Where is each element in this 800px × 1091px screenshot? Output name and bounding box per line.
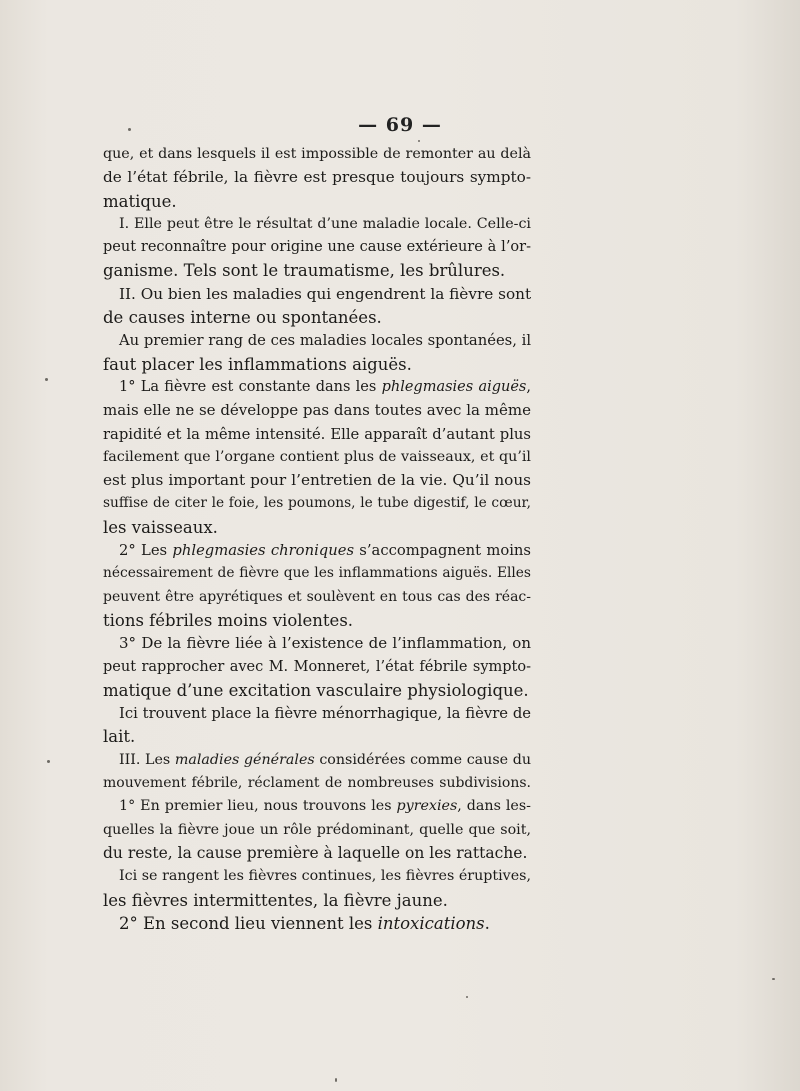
text-segment: III. Les (119, 751, 175, 768)
text-line: facilement que l’organe contient plus de vaisseaux, et qu’il (103, 448, 531, 465)
paper-speck (47, 760, 50, 763)
text-line: II. Ou bien les maladies qui engendrent la fièvre sont (119, 284, 532, 303)
text-line: quelles la fièvre joue un rôle prédominant, quelle que soit, (103, 821, 531, 838)
text-line: peuvent être apyrétiques et soulèvent en tous cas des réac- (103, 588, 531, 605)
text-line: I. Elle peut être le résultat d’une maladie locale. Celle-ci (119, 215, 531, 232)
text-line (103, 795, 531, 818)
paper-speck (45, 378, 48, 381)
text-line: du reste, la cause première à laquelle on les rattache. (103, 843, 528, 862)
text-line: rapidité et la même intensité. Elle apparaît d’autant plus (103, 425, 531, 443)
text-line: suffise de citer le foie, les poumons, le tube digestif, le cœur, (103, 495, 531, 512)
text-line: que, et dans lesquels il est impossible de remonter au delà (103, 146, 531, 162)
paper-speck (418, 140, 420, 142)
text-line: tions fébriles moins violentes. (103, 610, 354, 630)
text-line: mais elle ne se développe pas dans toutes avec la même (103, 401, 531, 420)
text-segment: , (526, 378, 531, 395)
text-line: de l’état fébrile, la fièvre est presque toujours sympto- (103, 168, 531, 187)
italic-term: pyrexies (396, 798, 458, 815)
paper-speck (466, 996, 468, 998)
text-segment: , dans les- (457, 798, 531, 815)
text-line: est plus important pour l’entretien de la vie. Qu’il nous (103, 471, 531, 490)
text-line: matique. (103, 191, 177, 211)
text-line (103, 539, 531, 562)
italic-term: phlegmasies aiguës (381, 378, 527, 395)
text-segment: considérées comme cause du (314, 751, 532, 768)
text-line: les vaisseaux. (103, 517, 218, 537)
text-segment: 2° En second lieu viennent les (119, 913, 378, 933)
text-line: Ici se rangent les fièvres continues, les fièvres éruptives, (119, 868, 531, 885)
text-line: nécessairement de fièvre que les inflammations aiguës. Elles (103, 565, 531, 582)
text-line: lait. (103, 727, 136, 747)
text-line: faut placer les inflammations aiguës. (103, 354, 412, 374)
page-number: — 69 — (358, 114, 442, 136)
text-line (103, 749, 531, 772)
text-line: Au premier rang de ces maladies locales spontanées, il (119, 332, 532, 350)
text-line: les fièvres intermittentes, la fièvre jaune. (103, 890, 448, 910)
italic-term: phlegmasies chroniques (172, 542, 355, 560)
body-text (103, 143, 531, 935)
text-line: Ici trouvent place la fièvre ménorrhagique, la fièvre de (119, 705, 531, 723)
paper-speck (128, 128, 131, 131)
paper-speck (772, 978, 775, 980)
text-line: peut rapprocher avec M. Monneret, l’état fébrile sympto- (103, 658, 531, 675)
text-segment: 2° Les (119, 542, 173, 560)
text-line: 3° De la fièvre liée à l’existence de l’inflammation, on (119, 634, 531, 653)
text-line: peut reconnaître pour origine une cause extérieure à l’or- (103, 239, 531, 256)
text-line: matique d’une excitation vasculaire physiologique. (103, 680, 529, 700)
text-line (103, 912, 531, 935)
italic-term: intoxications (377, 913, 485, 933)
text-line: ganisme. Tels sont le traumatisme, les brûlures. (103, 261, 506, 281)
text-line: mouvement fébrile, réclament de nombreuses subdivisions. (103, 775, 531, 792)
paper-speck (335, 1078, 337, 1082)
text-segment: s’accompagnent moins (354, 542, 531, 560)
italic-term: maladies générales (174, 751, 315, 768)
text-line (103, 376, 531, 399)
text-line: de causes interne ou spontanées. (103, 308, 382, 328)
text-segment: 1° En premier lieu, nous trouvons les (119, 798, 397, 815)
text-segment: . (484, 913, 490, 933)
text-segment: 1° La fièvre est constante dans les (119, 378, 382, 395)
